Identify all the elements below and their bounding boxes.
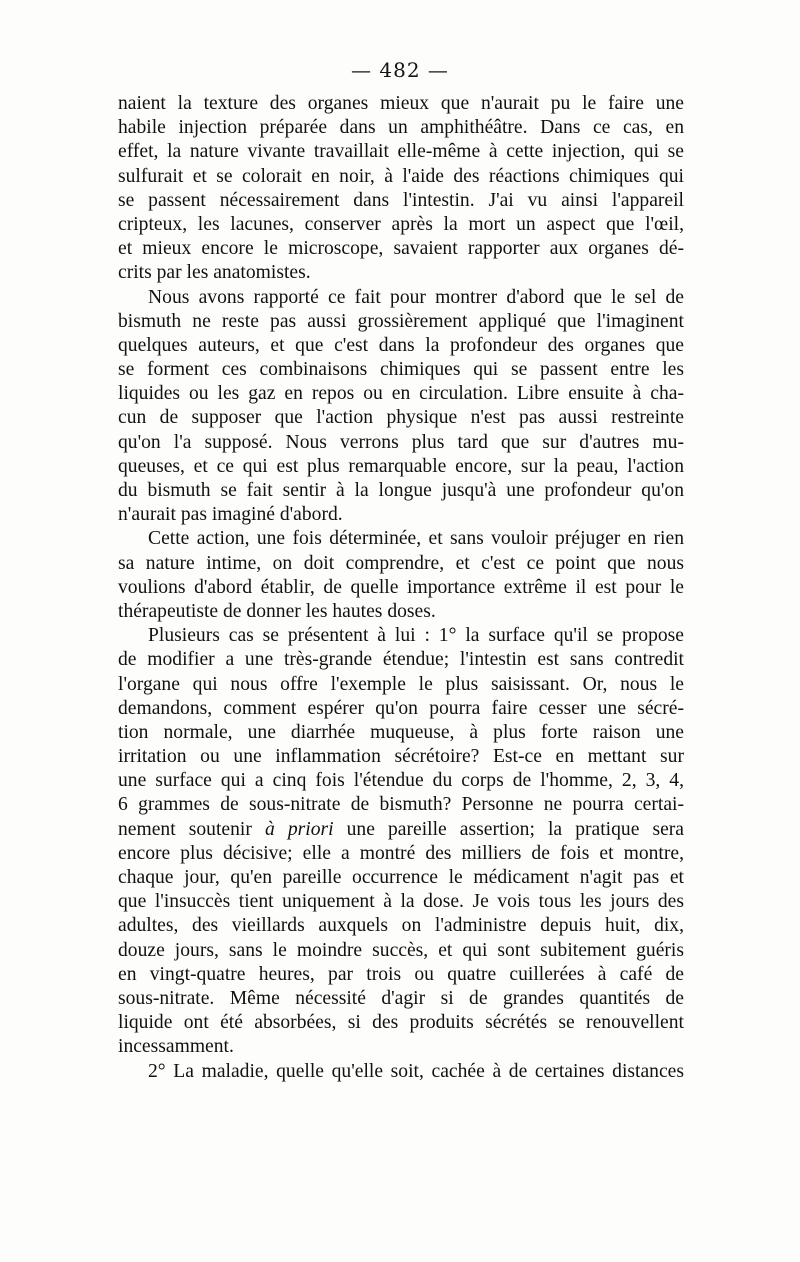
page-number: — 482 —	[351, 58, 449, 82]
text-line: effet, la nature vivante travaillait elle-même à cette injection, qui se	[118, 141, 684, 163]
text-line: du bismuth se fait sentir à la longue jusqu'à une profondeur qu'on	[118, 480, 684, 501]
text-line: Cette action, une fois déterminée, et sans vouloir préjuger en rien	[148, 528, 684, 550]
text-line: Nous avons rapporté ce fait pour montrer d'abord que le sel de	[148, 286, 684, 308]
text-line: liquide ont été absorbées, si des produits sécrétés se renouvellent	[118, 1012, 684, 1034]
text-line: sa nature intime, on doit comprendre, et c'est ce point que nous	[118, 552, 684, 574]
text-line: bismuth ne reste pas aussi grossièrement appliqué que l'imaginent	[118, 310, 684, 332]
text-line: liquides ou les gaz en repos ou en circulation. Libre ensuite à cha-	[118, 383, 684, 405]
text-line: 2° La maladie, quelle qu'elle soit, cachée à de certaines distances	[148, 1060, 684, 1082]
text-line: se forment ces combinaisons chimiques qui se passent entre les	[118, 359, 684, 381]
text-line: sous-nitrate. Même nécessité d'agir si de grandes quantités de	[118, 987, 684, 1009]
text-line: sulfurait et se colorait en noir, à l'aide des réactions chimiques qui	[118, 165, 684, 187]
text-line: encore plus décisive; elle a montré des milliers de fois et montre,	[118, 842, 684, 864]
text-line: thérapeutiste de donner les hautes doses.	[118, 600, 436, 622]
text-line: de modifier a une très-grande étendue; l'intestin est sans contredit	[118, 649, 684, 671]
text-line: une surface qui a cinq fois l'étendue du corps de l'homme, 2, 3, 4,	[118, 770, 684, 792]
text-line: en vingt-quatre heures, par trois ou quatre cuillerées à café de	[118, 963, 684, 985]
text-line: cun de supposer que l'action physique n'est pas aussi restreinte	[118, 407, 684, 429]
text-line: qu'on l'a supposé. Nous verrons plus tard que sur d'autres mu-	[118, 431, 684, 453]
text-line: demandons, comment espérer qu'on pourra faire cesser une sécré-	[118, 697, 684, 719]
text-line: adultes, des vieillards auxquels on l'administre depuis huit, dix,	[118, 915, 684, 937]
text-line: irritation ou une inflammation sécrétoire? Est-ce en mettant sur	[118, 746, 684, 768]
text-line: Plusieurs cas se présentent à lui : 1° la surface qu'il se propose	[148, 625, 684, 647]
text-line: quelques auteurs, et que c'est dans la profondeur des organes que	[118, 334, 684, 356]
text-line: voulions d'abord établir, de quelle importance extrême il est pour le	[118, 576, 684, 598]
text-line: se passent nécessairement dans l'intestin. J'ai vu ainsi l'appareil	[118, 189, 684, 211]
text-line: queuses, et ce qui est plus remarquable encore, sur la peau, l'action	[118, 455, 684, 477]
body-text	[118, 92, 684, 1084]
text-line: que l'insuccès tient uniquement à la dose. Je vois tous les jours des	[118, 891, 684, 913]
text-line: et mieux encore le microscope, savaient rapporter aux organes dé-	[118, 238, 684, 260]
text-line: l'organe qui nous offre l'exemple le plus saisissant. Or, nous le	[118, 673, 684, 695]
text-line: crits par les anatomistes.	[118, 262, 311, 284]
text-line: incessamment.	[118, 1036, 234, 1058]
text-line: habile injection préparée dans un amphithéâtre. Dans ce cas, en	[118, 117, 684, 139]
text-line: naient la texture des organes mieux que n'aurait pu le faire une	[118, 93, 684, 114]
text-line: douze jours, sans le moindre succès, et qui sont subitement guéris	[118, 939, 684, 961]
text-line: chaque jour, qu'en pareille occurrence le médicament n'agit pas et	[118, 867, 684, 888]
text-line: 6 grammes de sous-nitrate de bismuth? Personne ne pourra certai-	[118, 794, 684, 816]
text-line: tion normale, une diarrhée muqueuse, à plus forte raison une	[118, 721, 684, 743]
text-line: cripteux, les lacunes, conserver après la mort un aspect que l'œil,	[118, 213, 684, 235]
text-line: nement soutenir à priori une pareille assertion; la pratique sera	[118, 818, 685, 840]
text-line: n'aurait pas imaginé d'abord.	[118, 504, 343, 526]
